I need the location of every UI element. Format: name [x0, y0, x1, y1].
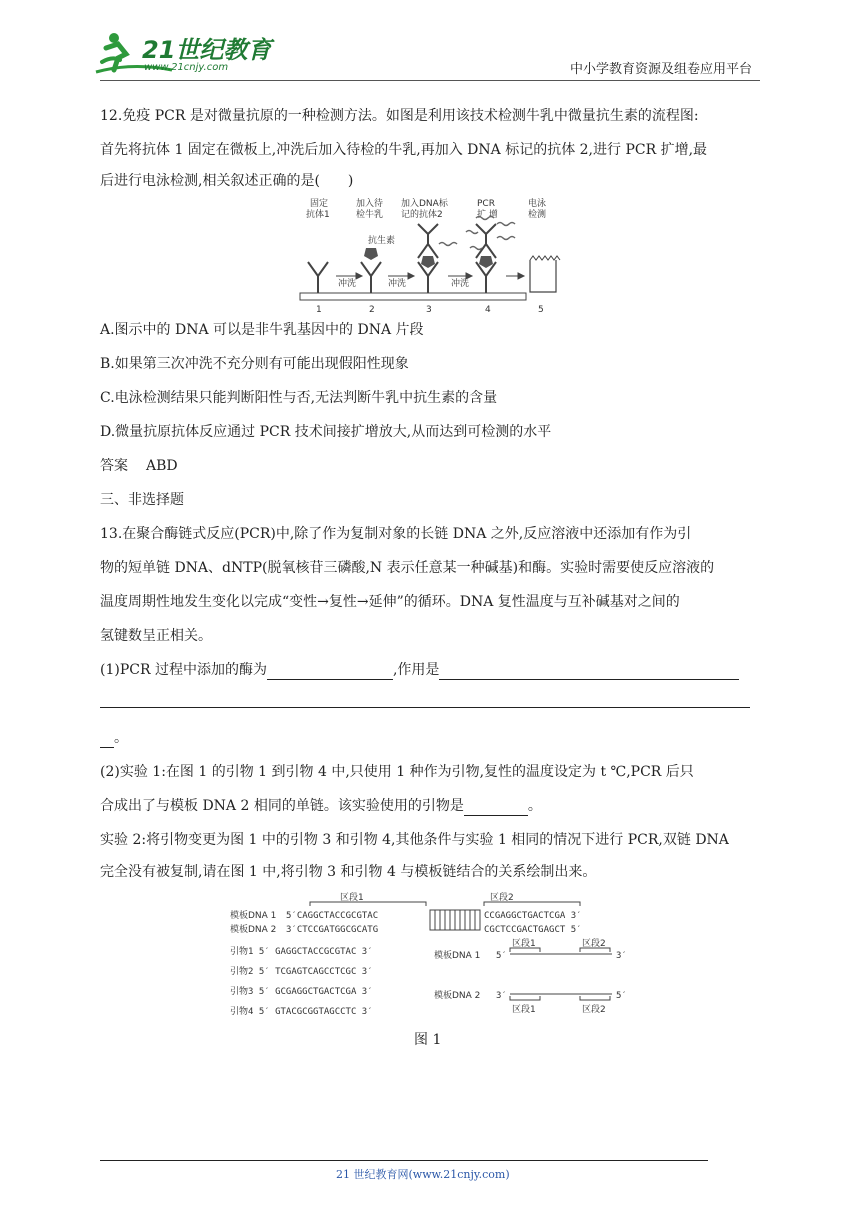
- right-template1-5prime: 5′: [496, 951, 507, 961]
- fig-antibiotic-label: 抗生素: [368, 236, 396, 246]
- q13-stem-line4: 氢键数呈正相关。: [100, 628, 212, 644]
- right-template1-label: 模板DNA 1: [434, 951, 481, 961]
- answer-value: ABD: [146, 458, 178, 474]
- template1-right-seq: CCGAGGCTGACTCGA 3′: [484, 911, 582, 921]
- right-region1-label-top: 区段1: [512, 939, 536, 949]
- function-answer-line3[interactable]: [100, 733, 114, 748]
- fig-num4: 4: [485, 305, 491, 315]
- primer3: 引物3 5′ GCGAGGCTGACTCGA 3′: [230, 987, 373, 997]
- fig-col3-line1: 加入DNA标: [401, 199, 448, 209]
- right-region1-label-bottom: 区段1: [512, 1005, 536, 1015]
- q13-stem-line1: 13.在聚合酶链式反应(PCR)中,除了作为复制对象的长链 DNA 之外,反应溶液中还添加有作为引: [100, 526, 692, 542]
- option-a: A.图示中的 DNA 可以是非牛乳基因中的 DNA 片段: [100, 322, 424, 338]
- q13-stem-line2: 物的短单链 DNA、dNTP(脱氧核苷三磷酸,N 表示任意某一种碱基)和酶。实验时需要使反应溶液的: [100, 560, 715, 576]
- template2-label: 模板DNA 2: [230, 925, 277, 935]
- q13-part1-prefix: (1)PCR 过程中添加的酶为: [100, 662, 267, 678]
- fig-col4-line2: 扩 增: [477, 210, 498, 220]
- q13-part2-line2-end: 。: [527, 798, 542, 814]
- fig-wash2: 冲洗: [388, 279, 407, 289]
- fig-num2: 2: [369, 305, 375, 315]
- fig-col3-line2: 记的抗体2: [401, 210, 443, 220]
- option-b: B.如果第三次冲洗不充分则有可能出现假阳性现象: [100, 356, 409, 372]
- primer1: 引物1 5′ GAGGCTACCGCGTAC 3′: [230, 947, 373, 957]
- q13-part1-end: [100, 728, 128, 748]
- fig-col2-line2: 检牛乳: [356, 210, 384, 220]
- option-c: C.电泳检测结果只能判断阳性与否,无法判断牛乳中抗生素的含量: [100, 390, 498, 406]
- answer-label: 答案: [100, 458, 128, 474]
- experiment2-line1: 实验 2:将引物变更为图 1 中的引物 3 和引物 4,其他条件与实验 1 相同的情况下进行 PCR,双链 DNA: [100, 832, 729, 848]
- primer-answer-blank[interactable]: [464, 801, 528, 816]
- right-template2-3prime: 3′: [496, 991, 507, 1001]
- fig-wash3: 冲洗: [451, 279, 470, 289]
- logo-title: 21世纪教育: [142, 36, 272, 64]
- primer4: 引物4 5′ GTACGCGGTAGCCTC 3′: [230, 1007, 373, 1017]
- experiment2-line2: 完全没有被复制,请在图 1 中,将引物 3 和引物 4 与模板链结合的关系绘制出来。: [100, 864, 597, 880]
- footer-link[interactable]: 21 世纪教育网(www.21cnjy.com): [336, 1168, 510, 1181]
- fig-col4-line1: PCR: [477, 199, 495, 209]
- right-template1-3prime: 3′: [616, 951, 627, 961]
- q13-part1-period: 。: [114, 730, 128, 746]
- q12-stem-line1: 12.免疫 PCR 是对微量抗原的一种检测方法。如图是利用该技术检测牛乳中微量抗生素的流程图:: [100, 108, 699, 124]
- figure-1: [228, 888, 638, 1020]
- region2-top-label: 区段2: [490, 893, 514, 903]
- header-divider: [100, 80, 760, 81]
- enzyme-answer-blank[interactable]: [267, 665, 393, 680]
- fig-num1: 1: [316, 305, 322, 315]
- right-region2-label-bottom: 区段2: [582, 1005, 606, 1015]
- q12-stem-line2: 首先将抗体 1 固定在微板上,冲洗后加入待检的牛乳,再加入 DNA 标记的抗体 2,进行 PCR 扩增,最: [100, 142, 708, 158]
- q12-stem-line3: 后进行电泳检测,相关叙述正确的是( ): [100, 173, 354, 189]
- fig-col1-line1: 固定: [310, 199, 329, 209]
- right-template2-label: 模板DNA 2: [434, 991, 481, 1001]
- q13-part2-line2-text: 合成出了与模板 DNA 2 相同的单链。该实验使用的引物是: [100, 798, 464, 814]
- fig-wash1: 冲洗: [338, 279, 357, 289]
- function-answer-blank[interactable]: [439, 665, 739, 680]
- q13-part1: [100, 660, 739, 680]
- q13-stem-line3: 温度周期性地发生变化以完成“变性→复性→延伸”的循环。DNA 复性温度与互补碱基对之间的: [100, 594, 680, 610]
- template2-right-seq: CGCTCCGACTGAGCT 5′: [484, 925, 582, 935]
- fig-col5-line2: 检测: [528, 210, 547, 220]
- fig-num5: 5: [538, 305, 544, 315]
- primer2: 引物2 5′ TCGAGTCAGCCTCGC 3′: [230, 967, 373, 977]
- logo-url: www.21cnjy.com: [144, 62, 229, 73]
- right-template2-5prime: 5′: [616, 991, 627, 1001]
- q13-part2-line2: [100, 796, 542, 816]
- fig-col5-line1: 电泳: [528, 199, 547, 209]
- fig-col2-line1: 加入待: [356, 199, 384, 209]
- pcr-flow-figure: [296, 196, 566, 318]
- platform-name: 中小学教育资源及组卷应用平台: [570, 62, 753, 77]
- fig-num3: 3: [426, 305, 432, 315]
- section-heading: 三、非选择题: [100, 492, 184, 508]
- template1-left-seq: 5′CAGGCTACCGCGTAC: [286, 911, 379, 921]
- fig-col1-line2: 抗体1: [306, 210, 330, 220]
- dna-ladder-icon: [430, 910, 480, 930]
- template1-label: 模板DNA 1: [230, 911, 277, 921]
- option-d: D.微量抗原抗体反应通过 PCR 技术间接扩增放大,从而达到可检测的水平: [100, 424, 552, 440]
- q13-part2-line1: (2)实验 1:在图 1 的引物 1 到引物 4 中,只使用 1 种作为引物,复性的温度设定为 t ℃,PCR 后只: [100, 764, 694, 780]
- function-answer-line2[interactable]: [100, 707, 750, 708]
- template2-left-seq: 3′CTCCGATGGCGCATG: [286, 925, 379, 935]
- q13-part1-mid: ,作用是: [392, 662, 440, 678]
- footer-divider: [100, 1160, 708, 1161]
- region1-top-label: 区段1: [340, 893, 364, 903]
- figure-caption: 图 1: [414, 1032, 442, 1048]
- right-region2-label-top: 区段2: [582, 939, 606, 949]
